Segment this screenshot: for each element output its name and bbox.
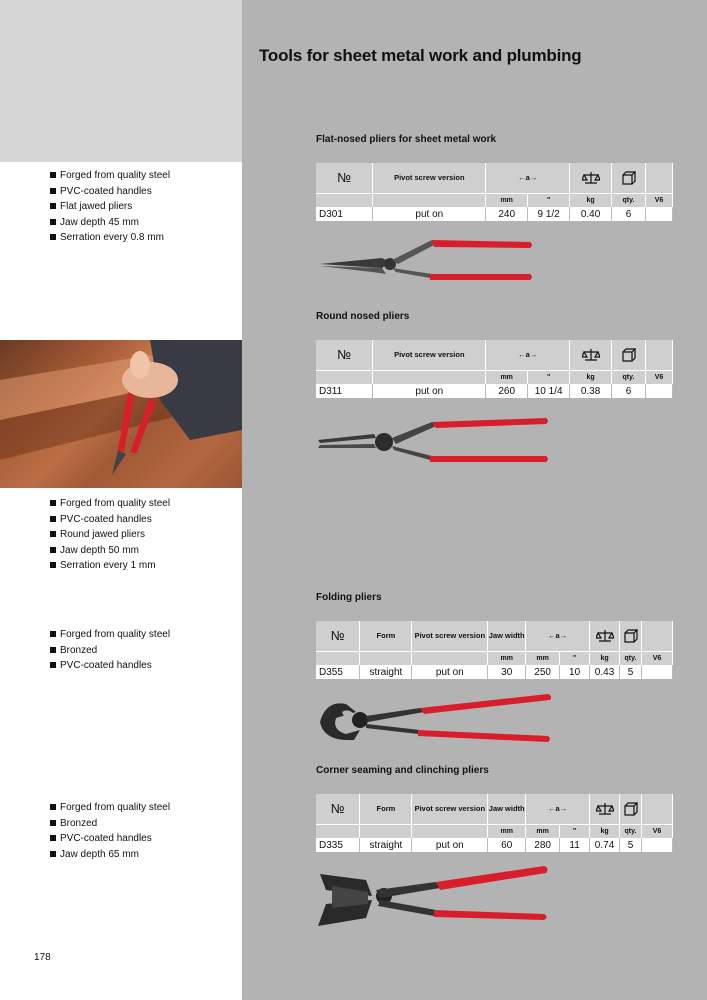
header-no: № [316,621,360,651]
header-qty [620,794,642,824]
header-weight [590,621,620,651]
unit-inch: " [528,193,570,207]
list-item: PVC-coated handles [50,512,170,528]
scale-icon [596,802,614,816]
header-v6 [645,340,672,370]
page-title: Tools for sheet metal work and plumbing [259,46,582,65]
cell-inch: 9 1/2 [528,207,570,221]
spec-table-d335 [316,794,673,852]
unit-mm: mm [526,651,560,665]
corner-seaming-pliers-image [316,860,556,940]
table-row [316,384,673,398]
section-title: Round nosed pliers [316,311,410,322]
cell-v6 [645,207,672,221]
header-no: № [316,794,360,824]
cell-mm: 260 [486,384,528,398]
section-title: Flat-nosed pliers for sheet metal work [316,134,497,145]
list-item: Round jawed pliers [50,527,170,543]
feature-list-d335 [50,800,170,862]
cell-mm: 240 [486,207,528,221]
box-icon [622,348,636,362]
header-weight [570,163,612,193]
feature-list-d355 [50,627,170,674]
list-item: Bronzed [50,643,170,659]
header-weight [590,794,620,824]
cell-jaw: 30 [488,665,526,679]
scale-icon [582,348,600,362]
list-item: Forged from quality steel [50,627,170,643]
box-icon [622,171,636,185]
list-item: Bronzed [50,816,170,832]
unit-inch: " [528,370,570,384]
unit-mm: mm [486,370,528,384]
list-item: Forged from quality steel [50,800,170,816]
unit-kg: kg [570,370,612,384]
cell-no: D335 [316,838,360,852]
scale-icon [596,629,614,643]
application-photo [0,340,242,488]
list-item: Jaw depth 65 mm [50,847,170,863]
cell-kg: 0.40 [570,207,612,221]
cell-qty: 6 [612,207,646,221]
copper-sheet-photo-icon [0,340,242,488]
header-jaw: Jaw width [488,794,526,824]
unit-qty: qty. [620,824,642,838]
header-size: ←a→ [486,163,570,193]
list-item: Serration every 0.8 mm [50,230,170,246]
header-size: ←a→ [526,794,590,824]
list-item: Forged from quality steel [50,168,170,184]
cell-pivot: put on [412,838,488,852]
header-qty [612,163,646,193]
cell-kg: 0.38 [570,384,612,398]
list-item: PVC-coated handles [50,184,170,200]
unit-v6: V6 [641,824,672,838]
unit-v6: V6 [645,193,672,207]
cell-kg: 0.74 [590,838,620,852]
unit-mm: mm [486,193,528,207]
cell-inch: 10 [560,665,590,679]
header-size: ←a→ [486,340,570,370]
cell-v6 [641,665,672,679]
cell-qty: 5 [620,665,642,679]
list-item: Forged from quality steel [50,496,170,512]
header-pivot: Pivot screw version [412,621,488,651]
unit-mm: mm [526,824,560,838]
cell-v6 [645,384,672,398]
list-item: PVC-coated handles [50,831,170,847]
unit-jaw-mm: mm [488,651,526,665]
cell-form: straight [360,665,412,679]
cell-no: D355 [316,665,360,679]
unit-v6: V6 [645,370,672,384]
spec-table-d355 [316,621,673,679]
feature-list-d301 [50,168,170,246]
list-item: Jaw depth 45 mm [50,215,170,231]
table-row [316,665,673,679]
list-item: PVC-coated handles [50,658,170,674]
box-icon [624,629,638,643]
cell-no: D301 [316,207,373,221]
folding-pliers-image [316,690,556,750]
spec-table-d301 [316,163,673,221]
header-form: Form [360,621,412,651]
header-pivot: Pivot screw version [412,794,488,824]
cell-mm: 250 [526,665,560,679]
scale-icon [582,171,600,185]
feature-list-d311 [50,496,170,574]
box-icon [624,802,638,816]
page-number: 178 [34,952,51,963]
unit-qty: qty. [620,651,642,665]
list-item: Flat jawed pliers [50,199,170,215]
header-pivot: Pivot screw version [373,340,486,370]
table-row [316,207,673,221]
unit-inch: " [560,824,590,838]
unit-kg: kg [570,193,612,207]
unit-qty: qty. [612,193,646,207]
cell-form: straight [360,838,412,852]
section-title: Corner seaming and clinching pliers [316,765,489,776]
spec-table-d311 [316,340,673,398]
header-no: № [316,340,373,370]
header-jaw: Jaw width [488,621,526,651]
header-form: Form [360,794,412,824]
list-item: Serration every 1 mm [50,558,170,574]
cell-pivot: put on [373,384,486,398]
header-v6 [641,621,672,651]
cell-v6 [641,838,672,852]
header-qty [620,621,642,651]
table-row [316,838,673,852]
header-size: ←a→ [526,621,590,651]
unit-kg: kg [590,824,620,838]
cell-kg: 0.43 [590,665,620,679]
unit-inch: " [560,651,590,665]
header-weight [570,340,612,370]
cell-inch: 11 [560,838,590,852]
cell-mm: 280 [526,838,560,852]
cell-inch: 10 1/4 [528,384,570,398]
cell-pivot: put on [412,665,488,679]
round-nosed-pliers-image [312,412,552,472]
header-qty [612,340,646,370]
unit-v6: V6 [641,651,672,665]
unit-kg: kg [590,651,620,665]
header-pivot: Pivot screw version [373,163,486,193]
cell-qty: 6 [612,384,646,398]
flat-nosed-pliers-image [312,228,542,288]
section-title: Folding pliers [316,592,382,603]
header-no: № [316,163,373,193]
header-v6 [645,163,672,193]
cell-no: D311 [316,384,373,398]
unit-qty: qty. [612,370,646,384]
cell-qty: 5 [620,838,642,852]
header-v6 [641,794,672,824]
list-item: Jaw depth 50 mm [50,543,170,559]
header-gray-block [0,0,242,162]
cell-pivot: put on [373,207,486,221]
unit-jaw-mm: mm [488,824,526,838]
cell-jaw: 60 [488,838,526,852]
